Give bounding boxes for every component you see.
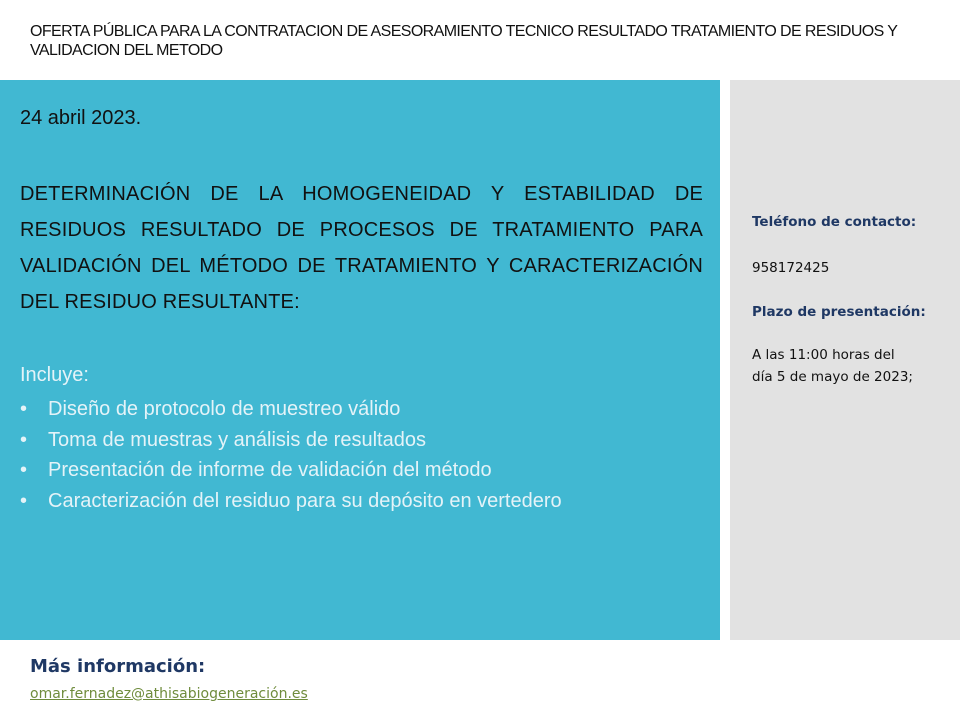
deadline-label: Plazo de presentación: xyxy=(752,304,926,320)
list-item xyxy=(20,455,562,486)
deadline-line-2: día 5 de mayo de 2023; xyxy=(752,369,913,385)
list-item-text: Presentación de informe de validación del método xyxy=(48,459,492,481)
list-item xyxy=(20,394,562,425)
includes-list xyxy=(20,394,562,516)
list-item xyxy=(20,425,562,456)
bullet-icon: • xyxy=(20,398,28,420)
page-title: OFERTA PÚBLICA PARA LA CONTRATACION DE ASESORAMIENTO TECNICO RESULTADO TRATAMIENTO DE RESIDUOS Y VALIDACION DEL METODO xyxy=(30,23,898,59)
bullet-icon: • xyxy=(20,428,28,451)
more-info-heading: Más información: xyxy=(30,656,206,677)
contact-sidebar xyxy=(730,80,960,640)
phone-number: 958172425 xyxy=(752,260,830,276)
date-text: 24 abril 2023. xyxy=(20,107,142,129)
bullet-icon: • xyxy=(20,459,28,481)
list-item-text: Caracterización del residuo para su depósito en vertedero xyxy=(48,489,562,512)
contact-email-link[interactable]: omar.fernadez@athisabiogeneración.es xyxy=(30,686,308,702)
bullet-icon: • xyxy=(20,489,28,512)
offer-headline: DETERMINACIÓN DE LA HOMOGENEIDAD Y ESTABILIDAD DE RESIDUOS RESULTADO DE PROCESOS DE TRATAMIENTO PARA VALIDACIÓN DEL MÉTODO DE TRATAMIENTO Y CARACTERIZACIÓN DEL RESIDUO RESULTANTE: xyxy=(20,183,703,313)
main-content-panel xyxy=(0,80,720,640)
list-item xyxy=(20,486,562,517)
includes-label: Incluye: xyxy=(20,364,89,386)
list-item-text: Toma de muestras y análisis de resultados xyxy=(48,428,426,451)
deadline-line-1: A las 11:00 horas del xyxy=(752,347,895,363)
phone-label: Teléfono de contacto: xyxy=(752,214,917,230)
list-item-text: Diseño de protocolo de muestreo válido xyxy=(48,398,401,420)
